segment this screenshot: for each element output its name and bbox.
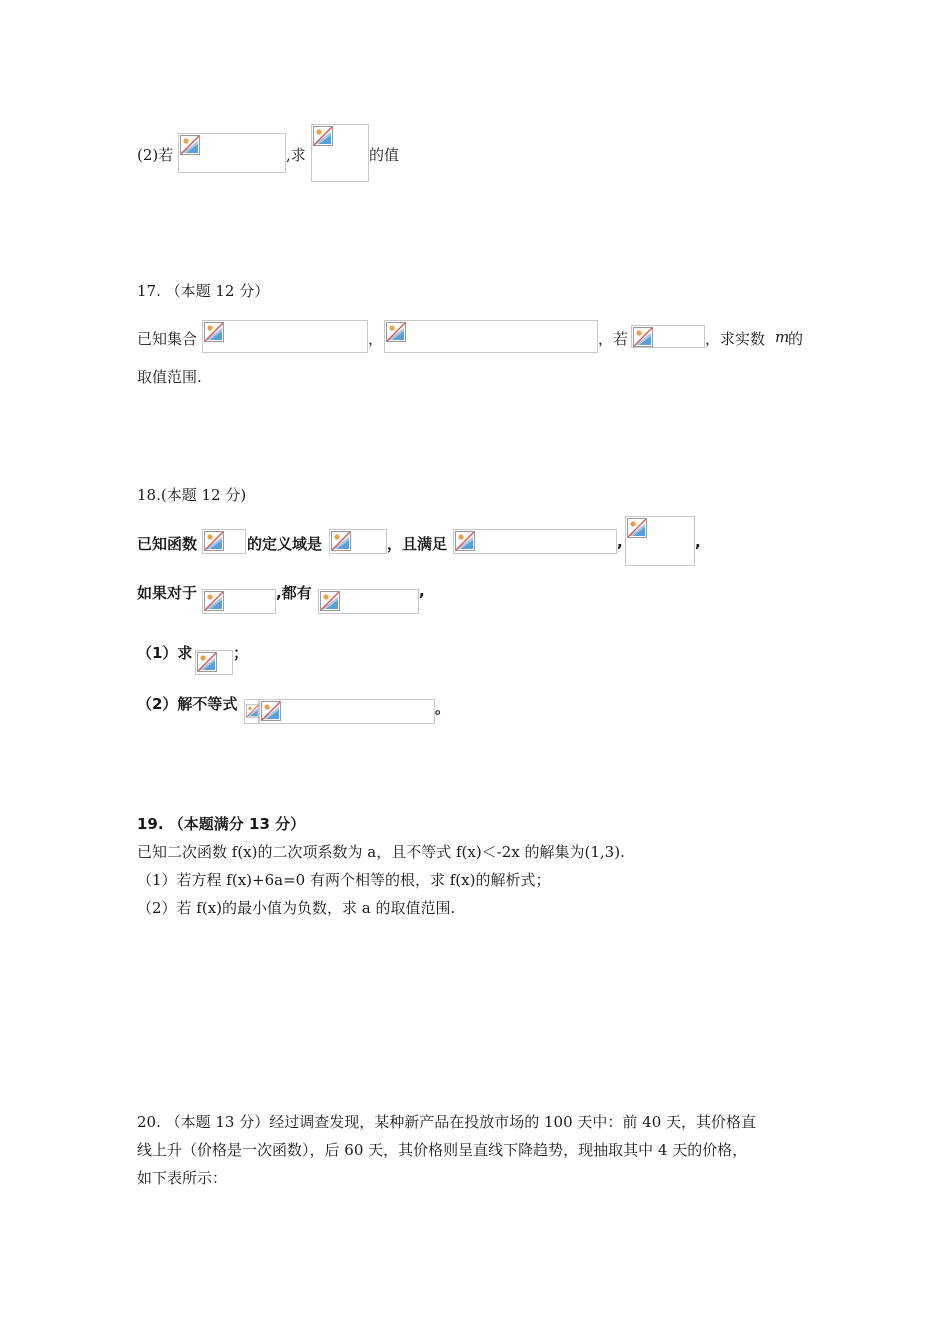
q18-t6: 如果对于 bbox=[137, 584, 198, 602]
formula-image bbox=[259, 699, 435, 724]
formula-image bbox=[329, 529, 387, 554]
q17-header: 17. （本题 12 分） bbox=[137, 282, 270, 300]
q18-t3: ，且满足 bbox=[387, 535, 448, 553]
broken-image-icon bbox=[204, 531, 224, 551]
broken-image-icon bbox=[180, 135, 200, 155]
q18-t1: 已知函数 bbox=[137, 535, 198, 553]
q20-line2: 线上升（价格是一次函数），后 60 天，其价格则呈直线下降趋势，现抽取其中 4 天的价格， bbox=[137, 1141, 748, 1159]
broken-image-icon bbox=[261, 701, 281, 721]
broken-image-icon bbox=[204, 322, 224, 342]
q18-p2: （2）解不等式 bbox=[137, 695, 238, 713]
q18-header: 18.(本题 12 分) bbox=[137, 486, 247, 504]
formula-image bbox=[311, 124, 369, 182]
broken-image-icon bbox=[246, 701, 259, 721]
broken-image-icon bbox=[331, 531, 351, 551]
q20-line3: 如下表所示： bbox=[137, 1169, 228, 1187]
broken-image-icon bbox=[320, 591, 340, 611]
broken-image-icon bbox=[204, 591, 224, 611]
q19-header: 19. （本题满分 13 分） bbox=[137, 815, 306, 833]
formula-image bbox=[625, 516, 695, 566]
q16-part2-suffix: 的值 bbox=[369, 146, 400, 164]
formula-image bbox=[202, 320, 368, 353]
formula-image bbox=[453, 529, 617, 554]
formula-image bbox=[202, 529, 246, 554]
q18-p1: （1）求 bbox=[137, 644, 193, 662]
q17-text2: ，求实数 bbox=[705, 330, 766, 348]
q20-line1: 20. （本题 13 分）经过调查发现，某种新产品在投放市场的 100 天中：前 40 天，其价格直 bbox=[137, 1113, 757, 1131]
broken-image-icon bbox=[197, 652, 217, 672]
q16-part2-prefix: (2)若 bbox=[137, 146, 174, 164]
broken-image-icon bbox=[313, 126, 333, 146]
broken-image-icon bbox=[455, 531, 475, 551]
q17-comma1: ， bbox=[368, 330, 384, 348]
q17-line2: 取值范围. bbox=[137, 368, 202, 386]
q17-var: m bbox=[775, 328, 790, 346]
formula-image bbox=[384, 320, 598, 353]
q17-text3: 的 bbox=[788, 330, 804, 348]
formula-image bbox=[178, 133, 286, 173]
q18-p1-end: ； bbox=[233, 644, 249, 662]
q19-line1: 已知二次函数 f(x)的二次项系数为 a，且不等式 f(x)＜-2x 的解集为(1,3). bbox=[137, 843, 625, 861]
q18-t5: , bbox=[695, 533, 701, 551]
q17-text1: 已知集合 bbox=[137, 330, 198, 348]
formula-image bbox=[244, 699, 259, 724]
broken-image-icon bbox=[627, 518, 647, 538]
q19-line3: （2）若 f(x)的最小值为负数，求 a 的取值范围. bbox=[137, 899, 456, 917]
q18-t7: ,都有 bbox=[276, 584, 312, 602]
q16-part2-mid: ,求 bbox=[286, 146, 306, 164]
broken-image-icon bbox=[386, 322, 406, 342]
q18-p2-end: 。 bbox=[435, 699, 451, 717]
q18-t2: 的定义域是 bbox=[247, 535, 323, 553]
broken-image-icon bbox=[633, 327, 653, 347]
q18-t4: , bbox=[617, 533, 623, 551]
formula-image bbox=[631, 325, 705, 348]
q19-line2: （1）若方程 f(x)+6a=0 有两个相等的根，求 f(x)的解析式； bbox=[137, 871, 551, 889]
q17-comma2: ，若 bbox=[598, 330, 629, 348]
q18-t8: , bbox=[419, 582, 425, 600]
formula-image bbox=[318, 589, 419, 614]
formula-image bbox=[202, 589, 276, 614]
formula-image bbox=[195, 650, 233, 675]
